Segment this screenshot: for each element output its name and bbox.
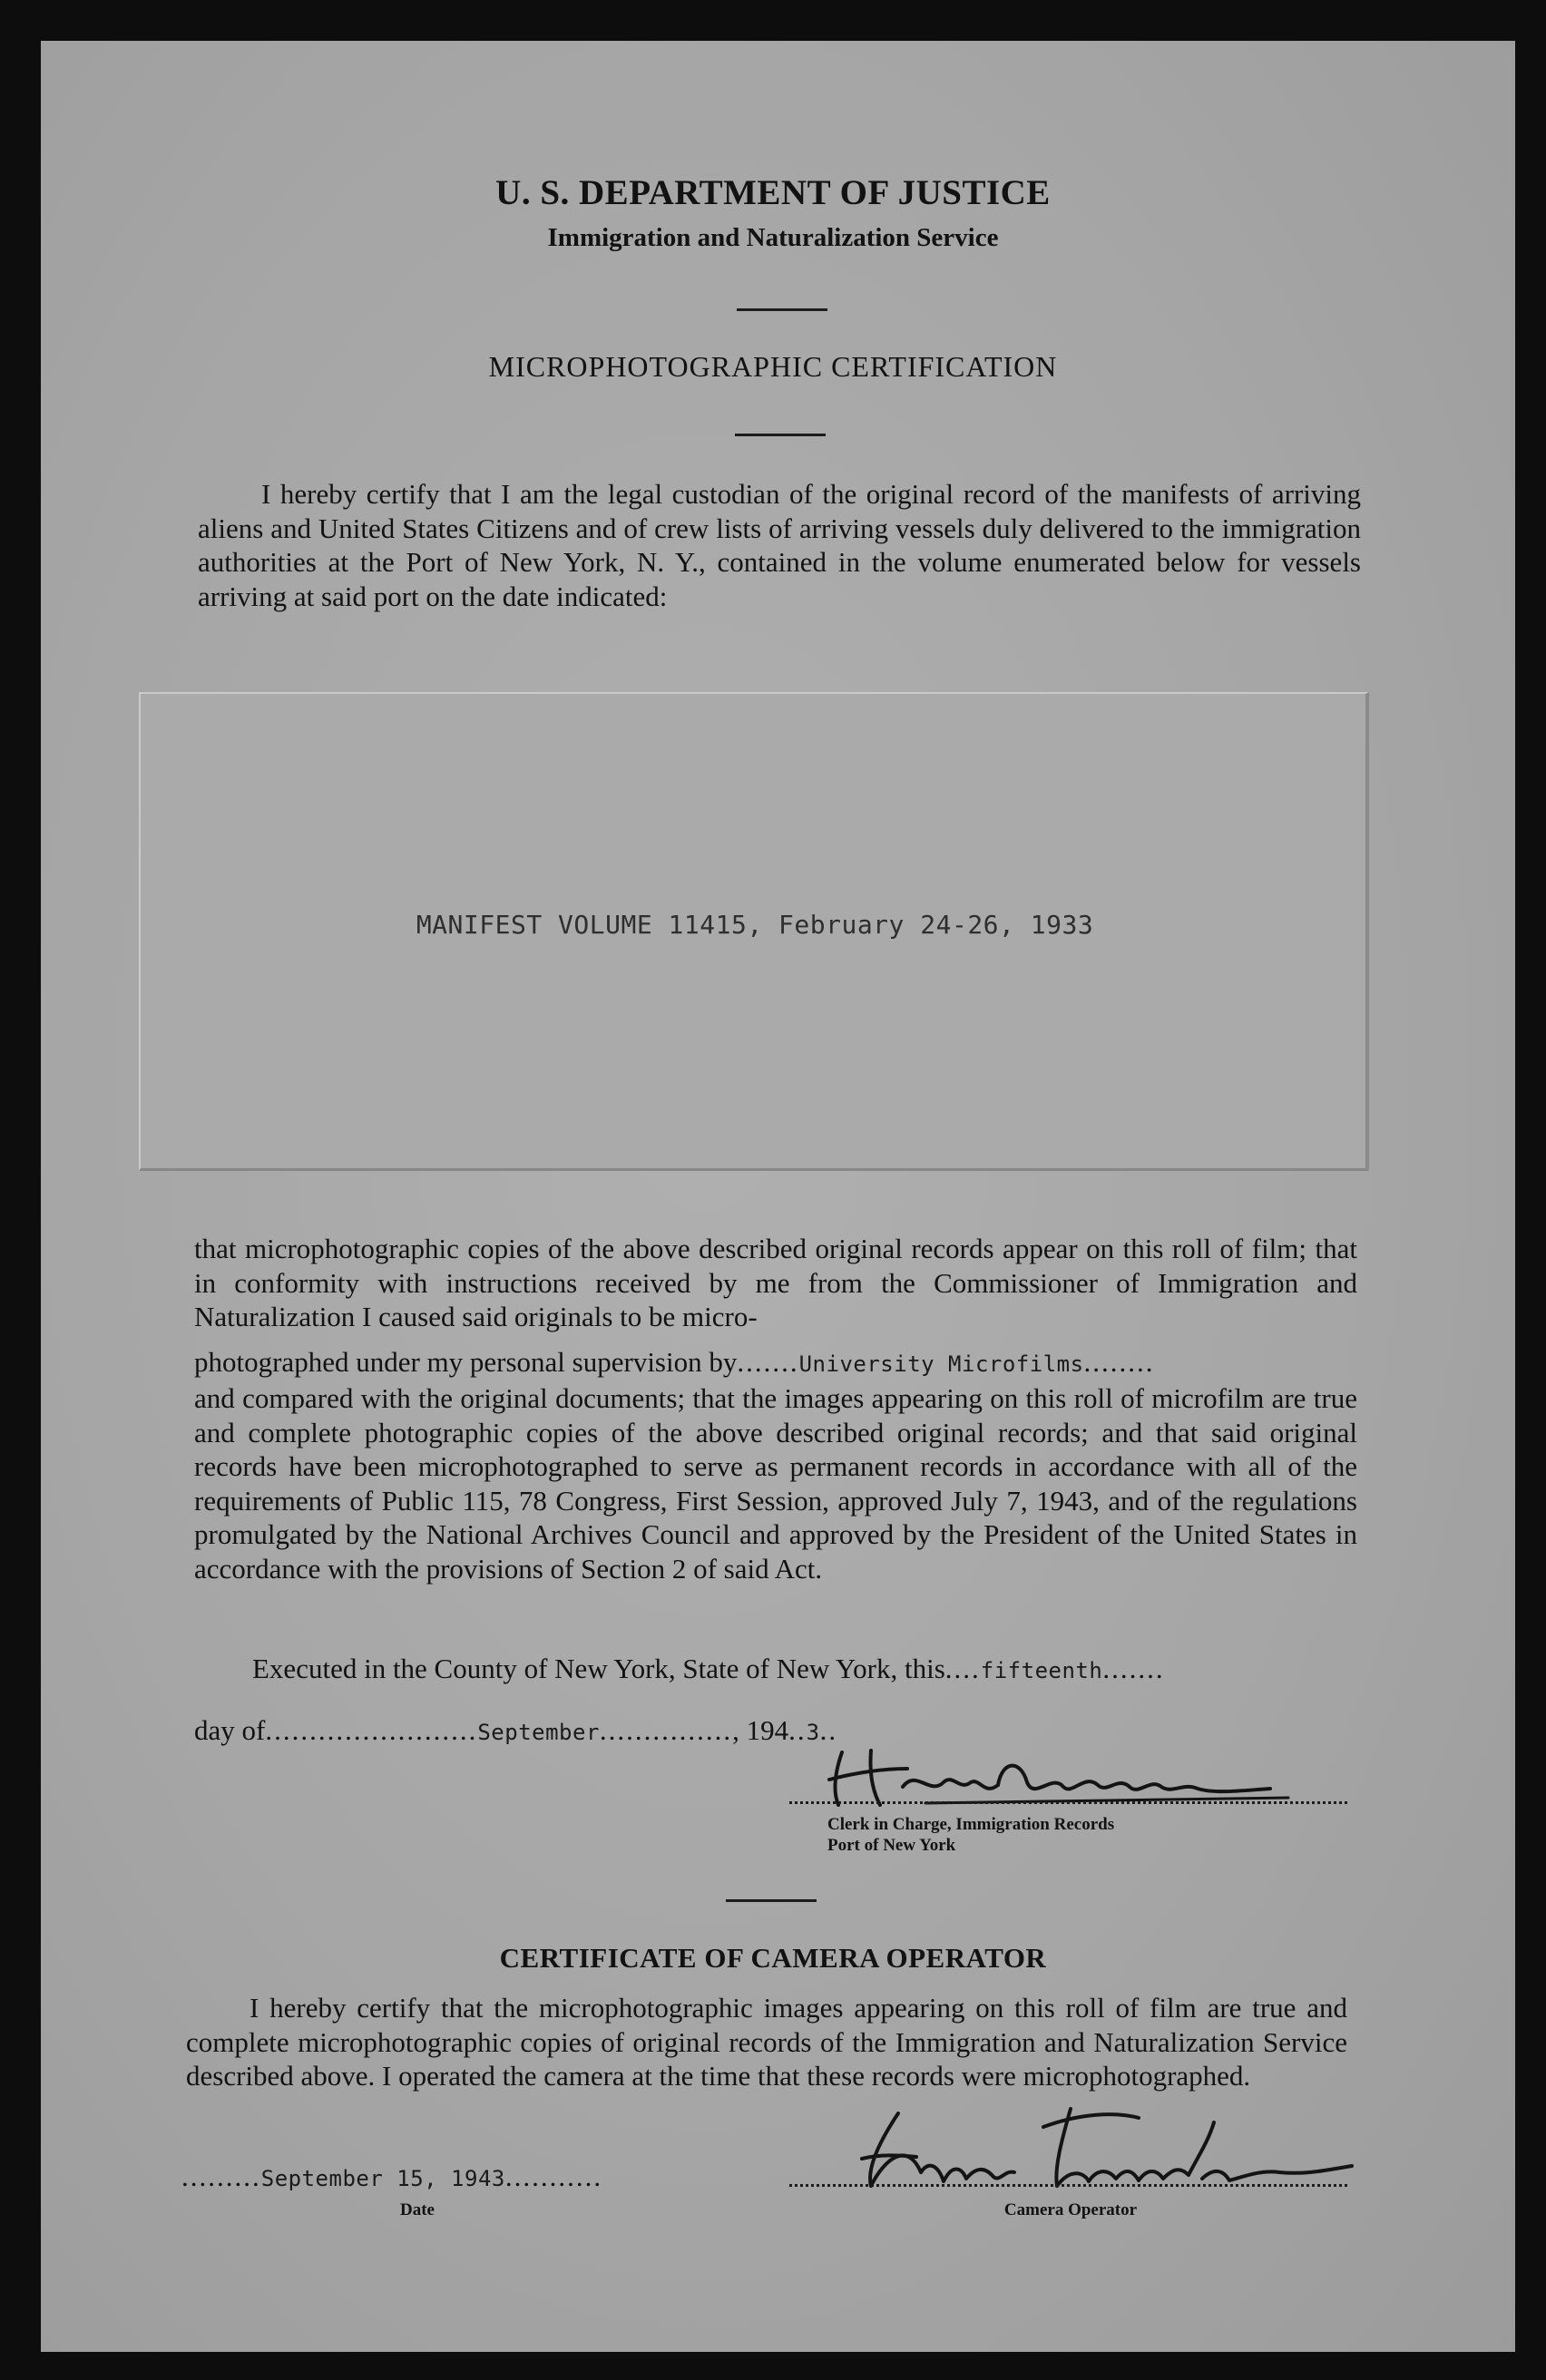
certification-paragraph-part2: and compared with the original documents; that the images appearing on this roll of microfilm are true and complete photographic copies of the above described original records; and that said original records have been microphotographed to serve as permanent records in accordance with all of the requirements of Public 115, 78 Congress, First Session, approved July 7, 1943, and of the regulations promulgated by the National Archives Council and approved by the President of the United States in accordance with the provisions of Section 2 of said Act.: [194, 1382, 1357, 1585]
year-digit: 3: [806, 1720, 820, 1745]
clerk-signature-line: [789, 1801, 1347, 1804]
camera-operator-paragraph: I hereby certify that the microphotographic images appearing on this roll of film are true and complete microphotographic copies of original records of the Immigration and Naturalization Service described above. I operated the camera at the time that these records were microphotographed.: [186, 1992, 1347, 2092]
date-line: day of........................September..............., 194..3..: [194, 1714, 838, 1746]
executed-month: September: [477, 1720, 600, 1745]
certification-heading: MICROPHOTOGRAPHIC CERTIFICATION: [488, 350, 1058, 383]
service-subtitle: Immigration and Naturalization Service: [547, 223, 999, 252]
divider-rule: [735, 434, 826, 436]
operator-date-line: .........September 15, 1943...........: [181, 2161, 603, 2192]
camera-operator-signature-line: [789, 2184, 1347, 2187]
manifest-label-box: [139, 692, 1369, 1171]
camera-operator-signature: [844, 2104, 1370, 2204]
custodian-paragraph: I hereby certify that I am the legal custodian of the original record of the manifests of arriving aliens and United States Citizens and of crew lists of arriving vessels duly delivered to the immigration authorities at the Port of New York, N. Y., contained in the volume enumerated below for vessels arriving at said port on the date indicated:: [198, 478, 1361, 612]
certification-paragraph-part1: that microphotographic copies of the above described original records appear on this roll of film; that in conformity with instructions received by me from the Commissioner of Immigration and Naturalization I caused said originals to be micro-: [194, 1233, 1357, 1332]
supervision-line: photographed under my personal supervision by.......University Microfilms........: [194, 1346, 1155, 1378]
company-name: University Microfilms: [798, 1351, 1084, 1377]
clerk-title-line2: Port of New York: [827, 1836, 956, 1855]
divider-rule: [726, 1899, 817, 1902]
operator-date: September 15, 1943: [260, 2166, 505, 2191]
manifest-label: MANIFEST VOLUME 11415, February 24-26, 1933: [416, 910, 1094, 940]
camera-operator-heading: CERTIFICATE OF CAMERA OPERATOR: [499, 1942, 1047, 1974]
supervision-prefix: photographed under my personal supervision by: [194, 1346, 738, 1378]
day-of-label: day of: [194, 1714, 266, 1746]
executed-line: Executed in the County of New York, State of New York, this....fifteenth.......: [252, 1653, 1165, 1684]
department-title: U. S. DEPARTMENT OF JUSTICE: [495, 173, 1051, 212]
executed-prefix: Executed in the County of New York, State of New York, this: [252, 1653, 945, 1684]
executed-day: fifteenth: [980, 1658, 1103, 1683]
divider-rule: [737, 308, 827, 311]
date-label: Date: [400, 2200, 435, 2219]
year-prefix: , 194: [732, 1714, 789, 1746]
clerk-title-line1: Clerk in Charge, Immigration Records: [827, 1815, 1115, 1834]
camera-operator-label: Camera Operator: [1003, 2200, 1138, 2219]
